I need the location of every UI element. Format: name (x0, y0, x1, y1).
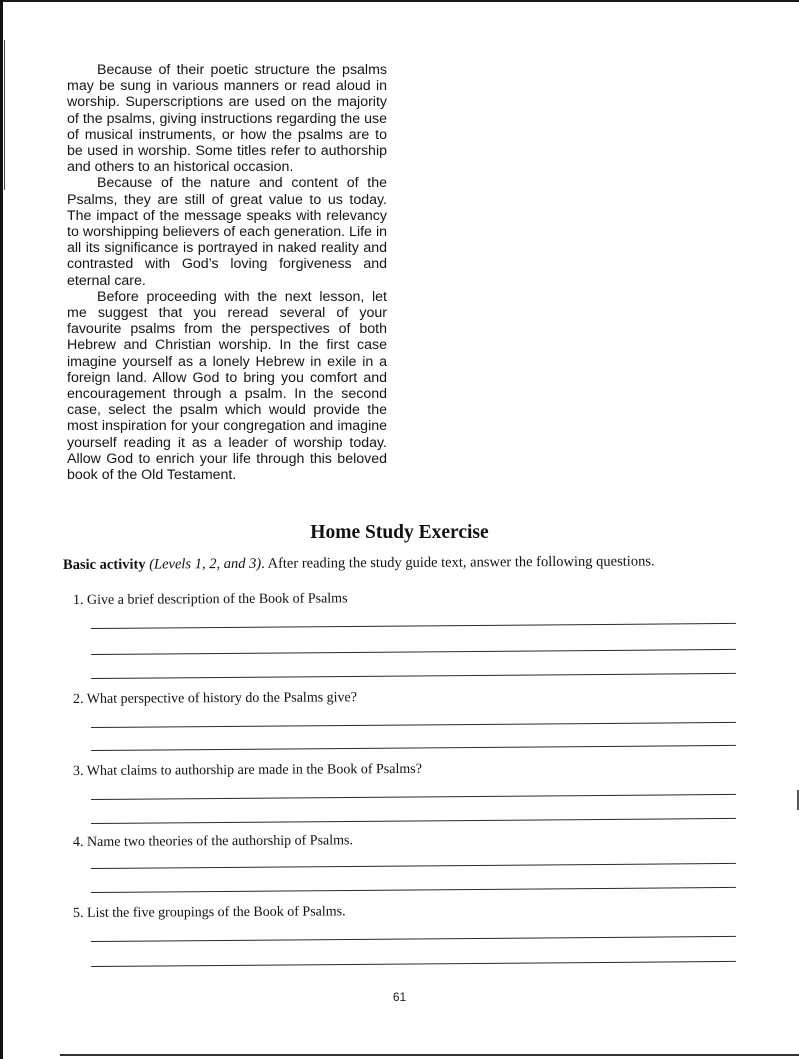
scan-artifact (4, 40, 5, 190)
answer-line[interactable] (91, 745, 736, 751)
instructions-levels: (Levels 1, 2, and 3) (149, 555, 262, 573)
exercise-instructions (63, 553, 763, 574)
answer-line[interactable] (91, 887, 736, 893)
answer-line[interactable] (91, 623, 736, 629)
paragraph: Before proceeding with the next lesson, let me suggest that you reread several of your favourite psalms from the perspectives of both Hebrew and Christian worship. In the first case imagine yourself as a lonely Hebrew in exile in a foreign land. Allow God to bring you comfort and encouragement through a psalm. In the second case, select the psalm which would provide the most inspiration for your congregation and imagine yourself reading it as a leader of worship today. Allow God to enrich your life through this beloved book of the Old Testament. (67, 288, 387, 484)
answer-line[interactable] (91, 722, 736, 728)
scan-border-top (0, 0, 799, 2)
question-number: 5. (72, 905, 84, 921)
answer-line[interactable] (91, 818, 736, 824)
answer-line[interactable] (91, 936, 736, 942)
question-text: What claims to authorship are made in the Book of Psalms? (86, 761, 422, 779)
question-text: What perspective of history do the Psalms give? (86, 690, 358, 707)
answer-line[interactable] (91, 673, 736, 679)
question-text: Name two theories of the authorship of Psalms. (86, 833, 353, 850)
answer-line[interactable] (91, 961, 736, 967)
section-title: Home Study Exercise (310, 522, 489, 543)
question-text: Give a brief description of the Book of Psalms (86, 591, 348, 608)
question-1 (73, 589, 713, 609)
question-number: 3. (72, 763, 84, 779)
question-4 (73, 831, 713, 851)
paragraph: Because of the nature and content of the Psalms, they are still of great value to us today. The impact of the message speaks with relevancy to worshipping believers of each generation. Life in all its significance is portrayed in naked reality and contrasted with God’s loving forgiveness and eternal care. (67, 175, 387, 289)
body-text-column (67, 62, 387, 483)
paragraph: Because of their poetic structure the psalms may be sung in various manners or read aloud in worship. Superscriptions are used on the majority of the psalms, giving instructions regarding the use of musical instruments, or how the psalms are to be used in worship. Some titles refer to authorship and others to an historical occasion. (67, 62, 387, 176)
instructions-lead: Basic activity (62, 556, 146, 573)
answer-line[interactable] (91, 794, 736, 800)
answer-line[interactable] (91, 649, 736, 655)
question-3 (73, 760, 713, 780)
question-text: List the five groupings of the Book of Psalms. (86, 904, 346, 921)
question-number: 1. (72, 592, 84, 608)
question-number: 4. (72, 834, 84, 850)
question-5 (73, 902, 713, 922)
instructions-text: . After reading the study guide text, answer the following questions. (261, 553, 655, 572)
scan-border-bottom (60, 1054, 799, 1056)
question-2 (73, 688, 713, 708)
page-number: 61 (392, 990, 407, 1004)
question-number: 2. (72, 691, 84, 707)
answer-line[interactable] (91, 863, 736, 869)
